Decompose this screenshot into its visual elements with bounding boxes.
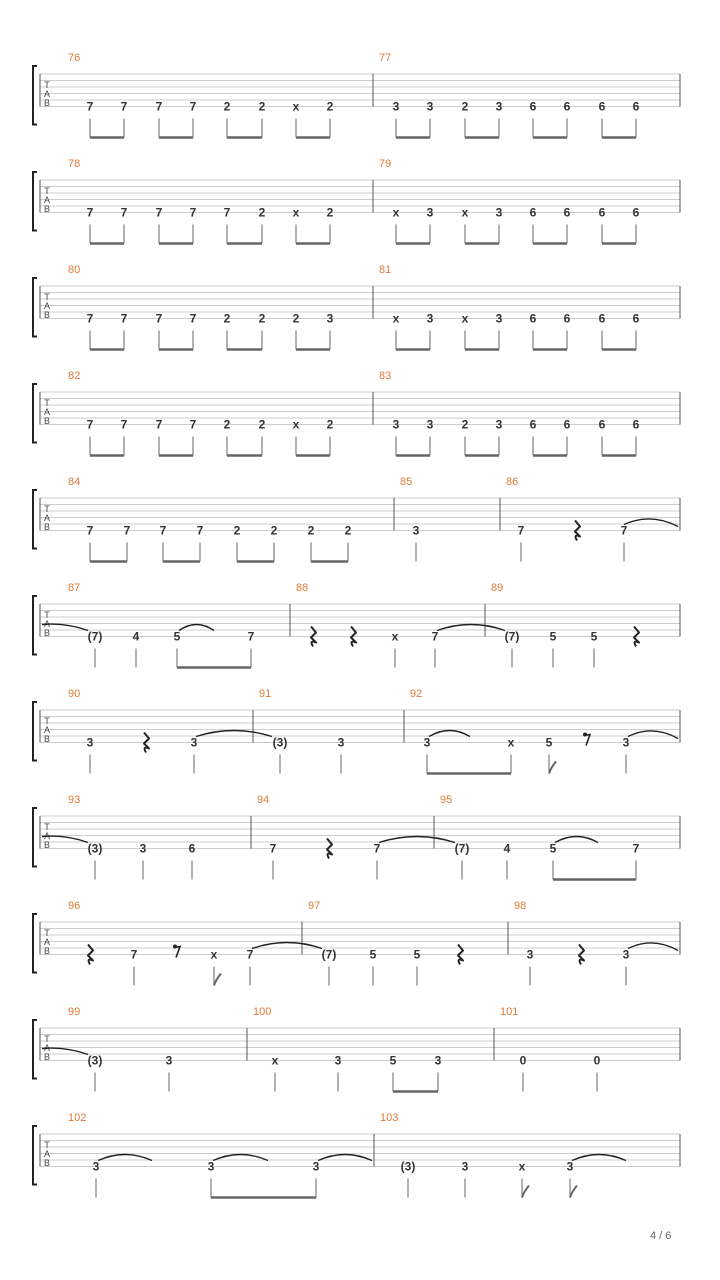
measure-number: 86: [506, 476, 519, 488]
tab-clef-letter: A: [43, 725, 51, 735]
fret-number: 4: [132, 629, 140, 644]
fret-number: (3): [272, 735, 288, 750]
fret-number: 6: [188, 841, 196, 856]
tab-clef-letter: A: [43, 1149, 51, 1159]
fret-number: 7: [246, 947, 254, 962]
fret-number: x: [271, 1053, 279, 1068]
fret-number: 2: [292, 311, 300, 326]
fret-number: 7: [86, 99, 94, 114]
tie: [624, 519, 678, 527]
fret-number: 6: [529, 417, 537, 432]
tab-clef-letter: B: [43, 416, 51, 426]
fret-number: 3: [495, 417, 503, 432]
measure-number: 78: [68, 158, 81, 170]
fret-number: 3: [426, 417, 434, 432]
tab-clef-letter: T: [44, 1034, 50, 1044]
fret-number: 3: [412, 523, 420, 538]
measure-number: 100: [253, 1006, 272, 1018]
system-bracket: [33, 172, 37, 231]
eighth-flag: [214, 974, 221, 986]
fret-number: 6: [598, 205, 606, 220]
tab-clef-letter: T: [44, 398, 50, 408]
fret-number: 0: [519, 1053, 527, 1068]
tab-clef-letter: B: [43, 1158, 51, 1168]
fret-number: 7: [223, 205, 231, 220]
tab-clef-letter: T: [44, 504, 50, 514]
fret-number: 5: [369, 947, 377, 962]
fret-number: x: [292, 205, 300, 220]
tab-system: [33, 476, 680, 562]
system-bracket: [33, 384, 37, 443]
fret-number: 3: [622, 947, 630, 962]
fret-number: 5: [549, 629, 557, 644]
system-bracket: [33, 702, 37, 761]
eighth-flag: [522, 1186, 529, 1198]
fret-number: 7: [86, 523, 94, 538]
system-bracket: [33, 278, 37, 337]
fret-number: 7: [86, 311, 94, 326]
tab-clef-letter: T: [44, 186, 50, 196]
fret-number: x: [392, 205, 400, 220]
fret-number: 7: [620, 523, 628, 538]
fret-number: 6: [563, 417, 571, 432]
fret-number: (7): [454, 841, 470, 856]
fret-number: 7: [189, 99, 197, 114]
tab-clef-letter: B: [43, 522, 51, 532]
system-bracket: [33, 490, 37, 549]
fret-number: 6: [563, 205, 571, 220]
tab-system: [33, 794, 680, 880]
tab-clef-letter: A: [43, 195, 51, 205]
fret-number: 2: [258, 417, 266, 432]
fret-number: 3: [392, 99, 400, 114]
tab-clef-letter: T: [44, 80, 50, 90]
tab-clef-letter: B: [43, 840, 51, 850]
fret-number: 6: [529, 205, 537, 220]
fret-number: 3: [86, 735, 94, 750]
fret-number: 3: [526, 947, 534, 962]
measure-number: 81: [379, 264, 392, 276]
fret-number: (3): [87, 1053, 103, 1068]
measure-number: 88: [296, 582, 309, 594]
fret-number: 6: [563, 99, 571, 114]
tie: [628, 943, 678, 951]
measure-number: 80: [68, 264, 81, 276]
fret-number: 5: [549, 841, 557, 856]
fret-number: (7): [504, 629, 520, 644]
tab-clef-letter: T: [44, 928, 50, 938]
tab-clef-letter: T: [44, 610, 50, 620]
fret-number: 2: [258, 99, 266, 114]
measure-number: 83: [379, 370, 392, 382]
fret-number: 7: [120, 99, 128, 114]
eighth-flag: [549, 762, 556, 774]
system-bracket: [33, 596, 37, 655]
tab-system: [33, 1112, 680, 1198]
fret-number: 2: [223, 99, 231, 114]
tab-clef-letter: B: [43, 734, 51, 744]
measure-number: 99: [68, 1006, 81, 1018]
measure-number: 96: [68, 900, 81, 912]
system-bracket: [33, 66, 37, 125]
fret-number: 3: [326, 311, 334, 326]
fret-number: 3: [426, 99, 434, 114]
tab-system: [33, 158, 680, 244]
tab-system: [33, 52, 680, 138]
fret-number: x: [210, 947, 218, 962]
fret-number: 3: [190, 735, 198, 750]
fret-number: x: [461, 205, 469, 220]
fret-number: 3: [426, 311, 434, 326]
fret-number: 5: [590, 629, 598, 644]
fret-number: 7: [159, 523, 167, 538]
fret-number: 7: [86, 205, 94, 220]
tab-clef-letter: B: [43, 204, 51, 214]
fret-number: 2: [326, 417, 334, 432]
measure-number: 97: [308, 900, 321, 912]
tab-clef-letter: B: [43, 98, 51, 108]
fret-number: x: [518, 1159, 526, 1174]
fret-number: 2: [461, 99, 469, 114]
measure-number: 91: [259, 688, 272, 700]
tab-clef-letter: B: [43, 946, 51, 956]
fret-number: 7: [86, 417, 94, 432]
fret-number: 2: [233, 523, 241, 538]
fret-number: 3: [312, 1159, 320, 1174]
fret-number: 7: [120, 205, 128, 220]
fret-number: 7: [123, 523, 131, 538]
measure-number: 90: [68, 688, 81, 700]
fret-number: (7): [321, 947, 337, 962]
fret-number: 7: [155, 99, 163, 114]
fret-number: 2: [326, 99, 334, 114]
tab-clef-letter: B: [43, 310, 51, 320]
tab-clef-letter: T: [44, 1140, 50, 1150]
fret-number: (3): [400, 1159, 416, 1174]
tab-clef-letter: A: [43, 1043, 51, 1053]
fret-number: 2: [307, 523, 315, 538]
fret-number: 3: [495, 99, 503, 114]
tab-clef-letter: B: [43, 1052, 51, 1062]
measure-number: 84: [68, 476, 81, 488]
fret-number: 7: [189, 311, 197, 326]
tab-clef-letter: A: [43, 301, 51, 311]
fret-number: 6: [632, 311, 640, 326]
tab-clef-letter: T: [44, 292, 50, 302]
fret-number: 5: [173, 629, 181, 644]
fret-number: 3: [495, 311, 503, 326]
fret-number: 7: [120, 311, 128, 326]
fret-number: 3: [495, 205, 503, 220]
fret-number: 2: [223, 311, 231, 326]
tab-clef-letter: B: [43, 628, 51, 638]
tab-clef-letter: A: [43, 619, 51, 629]
measure-number: 87: [68, 582, 81, 594]
fret-number: 3: [337, 735, 345, 750]
fret-number: 6: [632, 417, 640, 432]
measure-number: 98: [514, 900, 527, 912]
system-bracket: [33, 1020, 37, 1079]
tab-clef-letter: A: [43, 937, 51, 947]
fret-number: 2: [461, 417, 469, 432]
fret-number: x: [392, 311, 400, 326]
fret-number: 7: [517, 523, 525, 538]
fret-number: 6: [529, 311, 537, 326]
tab-clef-letter: T: [44, 716, 50, 726]
fret-number: 5: [545, 735, 553, 750]
tab-clef-letter: A: [43, 831, 51, 841]
system-bracket: [33, 808, 37, 867]
tab-clef-letter: A: [43, 407, 51, 417]
fret-number: 7: [120, 417, 128, 432]
fret-number: 7: [269, 841, 277, 856]
tab-clef-letter: A: [43, 89, 51, 99]
fret-number: 3: [165, 1053, 173, 1068]
fret-number: 3: [434, 1053, 442, 1068]
fret-number: 6: [598, 417, 606, 432]
fret-number: x: [292, 99, 300, 114]
tab-system: [33, 582, 680, 668]
fret-number: 6: [598, 99, 606, 114]
fret-number: 7: [431, 629, 439, 644]
fret-number: 7: [373, 841, 381, 856]
fret-number: 6: [598, 311, 606, 326]
fret-number: 6: [632, 99, 640, 114]
page-number: 4 / 6: [650, 1230, 672, 1242]
measure-number: 94: [257, 794, 270, 806]
fret-number: 3: [423, 735, 431, 750]
fret-number: 0: [593, 1053, 601, 1068]
fret-number: x: [461, 311, 469, 326]
fret-number: 7: [247, 629, 255, 644]
tab-system: [33, 1006, 680, 1092]
measure-number: 101: [500, 1006, 519, 1018]
fret-number: 2: [270, 523, 278, 538]
fret-number: 2: [258, 205, 266, 220]
fret-number: 2: [258, 311, 266, 326]
fret-number: 2: [326, 205, 334, 220]
measure-number: 79: [379, 158, 392, 170]
fret-number: 2: [223, 417, 231, 432]
fret-number: (7): [87, 629, 103, 644]
tie: [628, 731, 678, 739]
system-bracket: [33, 914, 37, 973]
fret-number: 3: [334, 1053, 342, 1068]
system-bracket: [33, 1126, 37, 1185]
tab-system: [33, 900, 680, 986]
fret-number: 3: [392, 417, 400, 432]
fret-number: 3: [207, 1159, 215, 1174]
fret-number: 6: [563, 311, 571, 326]
fret-number: 7: [189, 417, 197, 432]
tab-system: [33, 264, 680, 350]
fret-number: 2: [344, 523, 352, 538]
measure-number: 76: [68, 52, 81, 64]
fret-number: x: [507, 735, 515, 750]
fret-number: 7: [130, 947, 138, 962]
measure-number: 77: [379, 52, 392, 64]
measure-number: 102: [68, 1112, 87, 1124]
tab-clef-letter: A: [43, 513, 51, 523]
fret-number: 6: [529, 99, 537, 114]
tab-clef-letter: T: [44, 822, 50, 832]
eighth-flag: [570, 1186, 577, 1198]
fret-number: (3): [87, 841, 103, 856]
measure-number: 85: [400, 476, 413, 488]
fret-number: 7: [155, 417, 163, 432]
fret-number: 3: [426, 205, 434, 220]
measure-number: 93: [68, 794, 81, 806]
fret-number: x: [391, 629, 399, 644]
measure-number: 103: [380, 1112, 399, 1124]
fret-number: 7: [196, 523, 204, 538]
measure-number: 95: [440, 794, 453, 806]
tab-system: [33, 688, 680, 774]
fret-number: 4: [503, 841, 511, 856]
measure-number: 82: [68, 370, 81, 382]
fret-number: 7: [632, 841, 640, 856]
fret-number: 3: [139, 841, 147, 856]
fret-number: 3: [92, 1159, 100, 1174]
fret-number: 6: [632, 205, 640, 220]
measure-number: 89: [491, 582, 504, 594]
fret-number: 3: [622, 735, 630, 750]
fret-number: 7: [155, 205, 163, 220]
fret-number: 7: [155, 311, 163, 326]
fret-number: 3: [566, 1159, 574, 1174]
measure-number: 92: [410, 688, 423, 700]
fret-number: x: [292, 417, 300, 432]
fret-number: 3: [461, 1159, 469, 1174]
fret-number: 5: [389, 1053, 397, 1068]
fret-number: 7: [189, 205, 197, 220]
tab-system: [33, 370, 680, 456]
fret-number: 5: [413, 947, 421, 962]
